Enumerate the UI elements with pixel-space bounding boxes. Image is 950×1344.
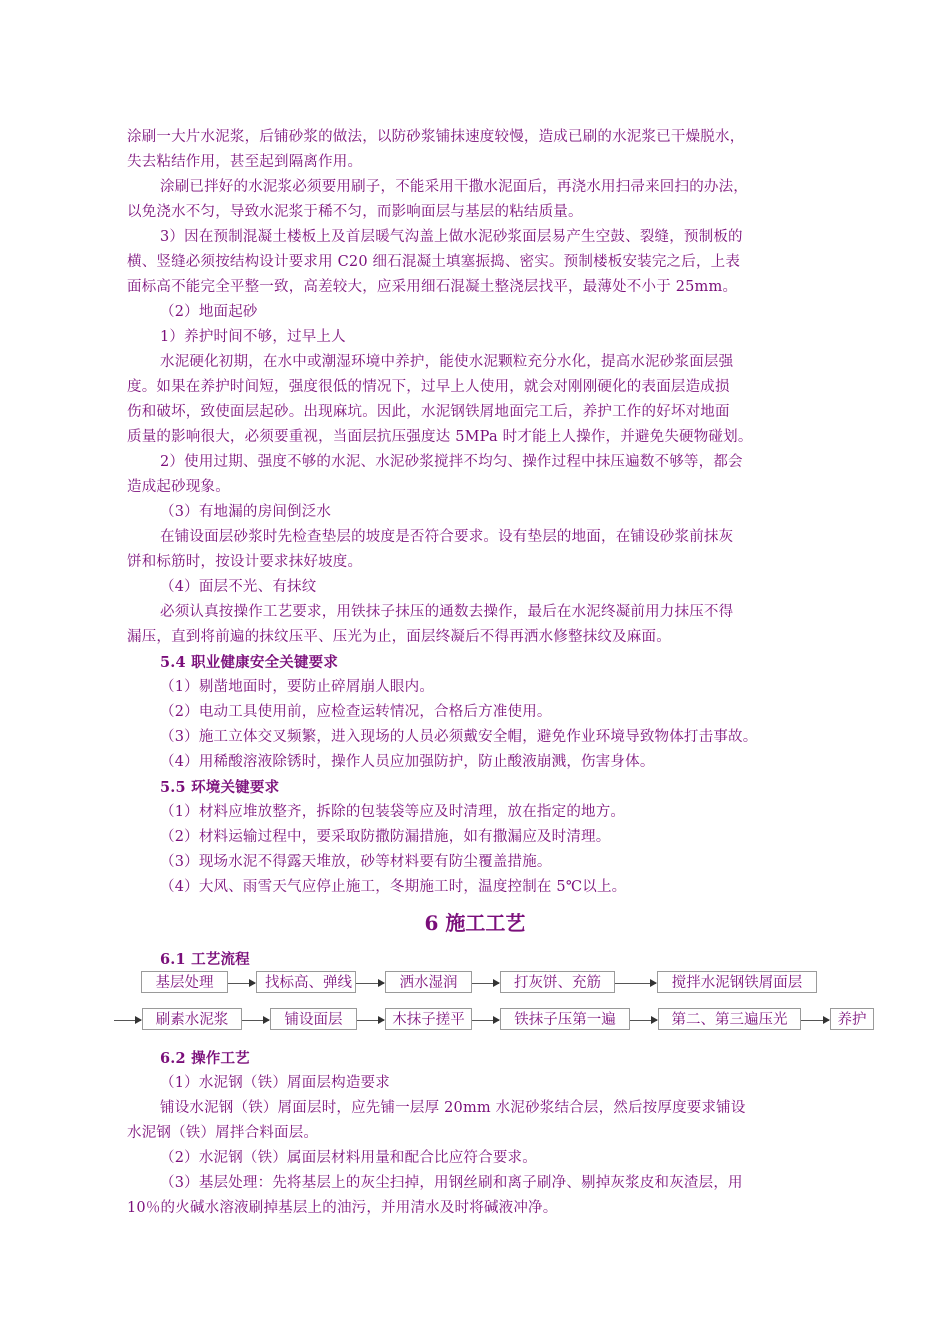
flow-arrow — [630, 1020, 657, 1021]
flow-arrow — [356, 983, 384, 984]
text-line: 涂刷一大片水泥浆，后铺砂浆的做法，以防砂浆铺抹速度较慢，造成已刷的水泥浆已干燥脱水， — [127, 129, 745, 145]
flow-arrow — [228, 983, 255, 984]
text-line: 3）因在预制混凝土楼板上及首层暖气沟盖上做水泥砂浆面层易产生空鼓、裂缝，预制板的 — [160, 229, 743, 245]
flow-arrow — [615, 983, 656, 984]
text-line: 漏压，直到将前遍的抹纹压平、压光为止，面层终凝后不得再洒水修整抹纹及麻面。 — [127, 629, 671, 645]
flow-step: 找标高、弹线 — [256, 971, 356, 993]
text-line: 质量的影响很大，必须要重视，当面层抗压强度达 5MPa 时才能上人操作，并避免失硬物碰划。 — [127, 429, 753, 445]
flow-arrow — [472, 1020, 499, 1021]
text-line: 伤和破坏，致使面层起砂。出现麻坑。因此，水泥钢铁屑地面完工后，养护工作的好坏对地面 — [127, 404, 730, 420]
chapter-title: 6 施工工艺 — [424, 911, 526, 935]
flow-step: 铺设面层 — [270, 1008, 357, 1030]
flow-arrow — [801, 1020, 829, 1021]
text-line: 以免浇水不匀，导致水泥浆于稀不匀，而影响面层与基层的粘结质量。 — [127, 204, 583, 220]
text-line: 失去粘结作用，甚至起到隔离作用。 — [127, 154, 363, 170]
text-line: 度。如果在养护时间短，强度很低的情况下，过早上人使用，就会对刚刚硬化的表面层造成损 — [127, 379, 730, 395]
text-line: （1）水泥钢（铁）屑面层构造要求 — [160, 1075, 390, 1091]
flow-arrow — [472, 983, 499, 984]
flow-step: 搅拌水泥钢铁屑面层 — [657, 971, 817, 993]
text-line: 10％的火碱水溶液刷掉基层上的油污，并用清水及时将碱液冲净。 — [127, 1200, 558, 1216]
text-line: 在铺设面层砂浆时先检查垫层的坡度是否符合要求。设有垫层的地面，在铺设砂浆前抹灰 — [160, 529, 734, 545]
flow-step: 洒水湿润 — [385, 971, 472, 993]
text-line: （3）现场水泥不得露天堆放，砂等材料要有防尘覆盖措施。 — [160, 854, 552, 870]
text-line: 横、竖缝必须按结构设计要求用 C20 细石混凝土填塞振捣、密实。预制楼板安装完之后，上表 — [127, 254, 741, 270]
section-heading: 5.5 环境关键要求 — [160, 779, 280, 796]
flow-step: 第二、第三遍压光 — [658, 1008, 801, 1030]
text-line: （1）剔凿地面时，要防止碎屑崩人眼内。 — [160, 679, 435, 695]
text-line: 2）使用过期、强度不够的水泥、水泥砂浆搅拌不均匀、操作过程中抹压遍数不够等，都会 — [160, 454, 743, 470]
flow-arrow — [114, 1020, 141, 1021]
text-line: 1）养护时间不够，过早上人 — [160, 329, 346, 345]
text-line: （4）用稀酸溶液除锈时，操作人员应加强防护，防止酸液崩溅，伤害身体。 — [160, 754, 655, 770]
text-line: （3）有地漏的房间倒泛水 — [160, 504, 332, 520]
section-heading: 5.4 职业健康安全关键要求 — [160, 654, 339, 671]
text-line: 必须认真按操作工艺要求，用铁抹子抹压的通数去操作，最后在水泥终凝前用力抹压不得 — [160, 604, 734, 620]
section-heading: 6.2 操作工艺 — [160, 1050, 250, 1067]
text-line: 涂刷已拌好的水泥浆必须要用刷子，不能采用干撒水泥面后，再浇水用扫帚来回扫的办法， — [160, 179, 748, 195]
flow-heading: 6.1 工艺流程 — [160, 951, 250, 968]
text-line: （2）地面起砂 — [160, 304, 258, 320]
text-line: 造成起砂现象。 — [127, 479, 230, 495]
text-line: （2）电动工具使用前，应检查运转情况，合格后方准使用。 — [160, 704, 552, 720]
text-line: 水泥钢（铁）屑拌合料面层。 — [127, 1125, 319, 1141]
flow-step: 基层处理 — [141, 971, 228, 993]
text-line: （1）材料应堆放整齐，拆除的包装袋等应及时清理，放在指定的地方。 — [160, 804, 626, 820]
text-line: （4）大风、雨雪天气应停止施工，冬期施工时，温度控制在 5℃以上。 — [160, 879, 627, 895]
text-line: 铺设水泥钢（铁）屑面层时，应先铺一层厚 20mm 水泥砂浆结合层，然后按厚度要求铺设 — [160, 1100, 746, 1116]
text-line: 水泥硬化初期，在水中或潮湿环境中养护，能使水泥颗粒充分水化，提高水泥砂浆面层强 — [160, 354, 734, 370]
flow-step: 铁抹子压第一遍 — [500, 1008, 630, 1030]
flow-arrow — [357, 1020, 384, 1021]
flow-step: 刷素水泥浆 — [142, 1008, 242, 1030]
text-line: （3）施工立体交叉频繁，进入现场的人员必须戴安全帽，避免作业环境导致物体打击事故。 — [160, 729, 758, 745]
text-line: （4）面层不光、有抹纹 — [160, 579, 317, 595]
text-line: 饼和标筋时，按设计要求抹好坡度。 — [127, 554, 363, 570]
text-line: （3）基层处理：先将基层上的灰尘扫掉，用钢丝刷和离子刷净、剔掉灰浆皮和灰渣层，用 — [160, 1175, 743, 1191]
text-line: （2）材料运输过程中，要采取防撒防漏措施，如有撒漏应及时清理。 — [160, 829, 611, 845]
text-line: （2）水泥钢（铁）属面层材料用量和配合比应符合要求。 — [160, 1150, 537, 1166]
flow-step: 养护 — [830, 1008, 874, 1030]
text-line: 面标高不能完全平整一致，高差较大，应采用细石混凝土整浇层找平，最薄处不小于 25mm。 — [127, 279, 738, 295]
flow-step: 打灰饼、充筋 — [500, 971, 615, 993]
flow-arrow — [242, 1020, 269, 1021]
flow-step: 木抹子搓平 — [385, 1008, 472, 1030]
